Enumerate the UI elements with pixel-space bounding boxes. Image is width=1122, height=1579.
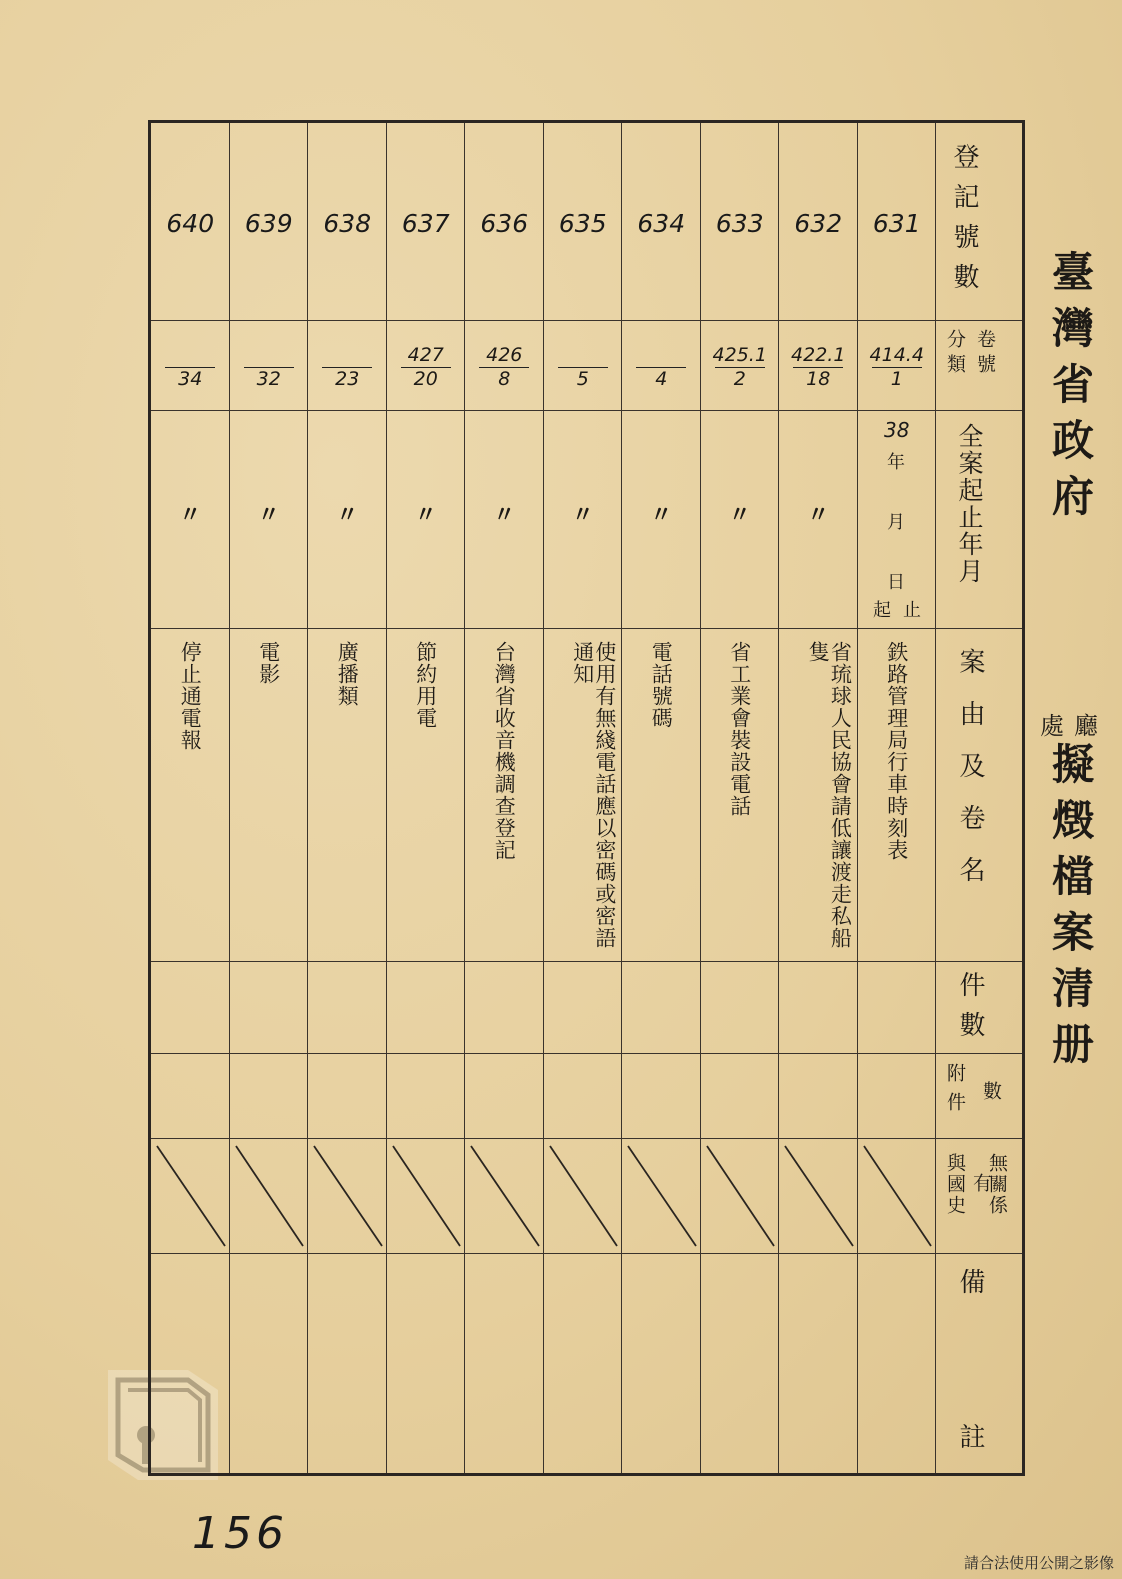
page-number: 156 <box>192 1508 288 1559</box>
ditto-mark: 〃 <box>807 502 830 528</box>
reg-number: 637 <box>401 208 450 238</box>
ditto-mark: 〃 <box>336 502 359 528</box>
category-volume <box>387 333 466 403</box>
reg-number: 631 <box>872 208 921 238</box>
column-divider <box>230 123 308 1473</box>
ditto-mark: 〃 <box>650 502 673 528</box>
list-title: 擬燬檔案清册 <box>1046 742 1095 1078</box>
row-line <box>151 961 1022 962</box>
volume-value: 34 <box>178 368 203 391</box>
diagonal-marks <box>151 1138 936 1253</box>
volume-value: 1 <box>890 368 903 391</box>
header-relation-history: 與國史 <box>944 1153 966 1216</box>
reg-number: 636 <box>480 208 529 238</box>
case-subject: 鉄路管理局行車時刻表 <box>884 641 909 861</box>
reg-number: 638 <box>323 208 372 238</box>
category-value: 426 <box>486 344 523 367</box>
header-remarks-top: 備 <box>955 1268 985 1308</box>
ditto-mark: 〃 <box>571 502 594 528</box>
column-divider <box>308 123 387 1473</box>
header-attach-count: 數 <box>980 1081 1002 1106</box>
case-subject: 台灣省收音機調查登記 <box>492 641 517 861</box>
period-start-label: 起 <box>873 600 891 621</box>
ditto-mark: 〃 <box>728 502 751 528</box>
row-line <box>151 410 1022 411</box>
reg-number: 633 <box>715 208 764 238</box>
volume-value: 8 <box>498 368 511 391</box>
case-subject: 省工業會裝設電話 <box>727 641 752 817</box>
ditto-mark: 〃 <box>257 502 280 528</box>
volume-value: 18 <box>806 368 831 391</box>
volume-value: 32 <box>256 368 281 391</box>
category-value: 414.4 <box>869 344 924 367</box>
period-year-label: 年 <box>887 452 905 473</box>
header-reg-no: 登記號數 <box>949 143 979 303</box>
header-relation-none: 無關係 <box>986 1153 1008 1216</box>
column-divider <box>622 123 701 1473</box>
column-divider <box>387 123 465 1473</box>
usage-watermark: 請合法使用公開之影像 <box>963 1554 1114 1572</box>
category-volume <box>622 333 701 403</box>
category-volume <box>465 333 544 403</box>
document-title: 臺灣省政府 <box>1046 250 1095 530</box>
header-attach: 附件 <box>944 1063 966 1121</box>
volume-value: 5 <box>576 368 589 391</box>
ditto-mark: 〃 <box>493 502 516 528</box>
header-count: 件數 <box>955 971 985 1051</box>
category-volume <box>779 333 858 403</box>
header-remarks-bottom: 註 <box>955 1423 985 1463</box>
period-end-label: 止 <box>903 600 921 621</box>
row-line <box>151 320 1022 321</box>
volume-value: 4 <box>655 368 668 391</box>
ditto-mark: 〃 <box>414 502 437 528</box>
volume-value: 20 <box>413 368 438 391</box>
header-subject: 案由及卷名 <box>955 648 985 908</box>
period-day-label: 日 <box>887 572 905 593</box>
category-volume <box>544 333 623 403</box>
header-relation-has: 有 <box>970 1173 992 1194</box>
ditto-mark: 〃 <box>179 502 202 528</box>
row-line <box>151 628 1022 629</box>
category-value: 427 <box>407 344 444 367</box>
agency-office: 處 <box>1040 712 1064 740</box>
column-divider <box>151 123 230 1473</box>
category-volume <box>701 333 780 403</box>
header-category: 分類 <box>944 329 966 379</box>
case-subject: 節約用電 <box>413 641 438 729</box>
period-month-label: 月 <box>887 512 905 533</box>
case-subject: 停止通電報 <box>178 641 203 751</box>
category-value: 425.1 <box>712 344 767 367</box>
row-line <box>151 1053 1022 1054</box>
header-period: 全案起止年月 <box>955 423 984 585</box>
ledger-table <box>148 120 1025 1476</box>
case-subject: 廣播類 <box>335 641 360 707</box>
category-volume <box>858 333 937 403</box>
reg-number: 632 <box>794 208 843 238</box>
reg-number: 634 <box>637 208 686 238</box>
category-volume <box>308 333 387 403</box>
period-year: 38 <box>884 418 910 442</box>
case-subject: 電影 <box>256 641 281 685</box>
volume-value: 2 <box>733 368 746 391</box>
case-subject: 使用有無綫電話應以密碼或密語通知 <box>570 641 617 949</box>
category-volume <box>151 333 230 403</box>
case-subject: 電話號碼 <box>649 641 674 729</box>
header-vol-no: 卷號 <box>974 329 996 379</box>
reg-number: 640 <box>166 208 215 238</box>
reg-number: 635 <box>558 208 607 238</box>
row-line <box>151 1253 1022 1254</box>
category-value: 422.1 <box>791 344 846 367</box>
volume-value: 23 <box>335 368 360 391</box>
category-volume <box>230 333 309 403</box>
reg-number: 639 <box>244 208 293 238</box>
agency-hall: 廳 <box>1074 712 1098 740</box>
case-subject: 省琉球人民協會請低讓渡走私船隻 <box>806 641 853 949</box>
